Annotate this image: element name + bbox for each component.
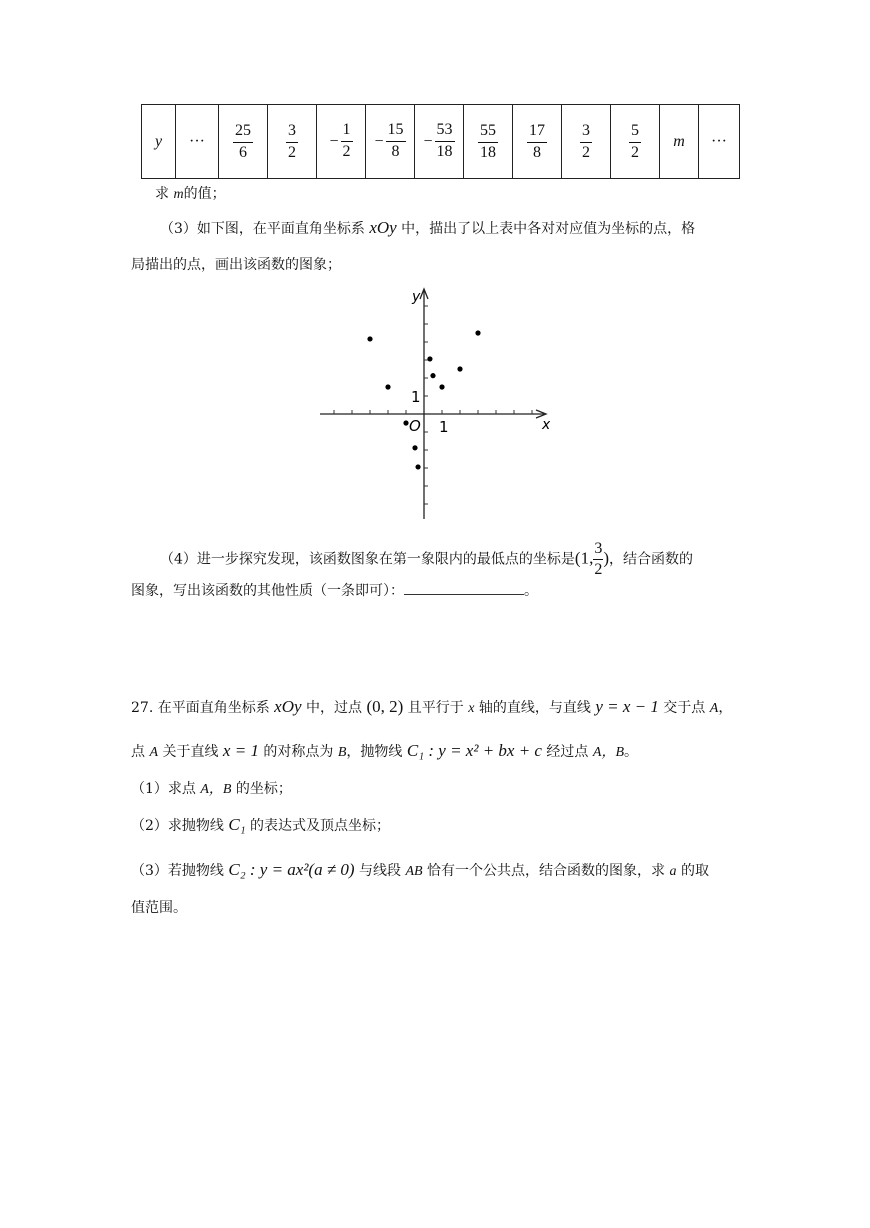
data-point xyxy=(385,384,390,389)
q27-var-b: B xyxy=(337,745,347,760)
fraction xyxy=(527,123,547,162)
fraction-value xyxy=(286,123,298,162)
fraction-value xyxy=(233,123,253,162)
q27-points-ab: A，B xyxy=(592,745,624,760)
minus-sign: − xyxy=(423,132,433,150)
denominator: 18 xyxy=(436,143,453,160)
fraction-value xyxy=(423,122,454,161)
numerator: 5 xyxy=(629,123,641,143)
fraction-value xyxy=(374,122,405,161)
numerator: 3 xyxy=(580,123,592,143)
q27-var-xoy: xOy xyxy=(274,697,302,716)
variable-m: m xyxy=(673,132,685,150)
q3-var: xOy xyxy=(369,218,397,237)
tick-marks xyxy=(334,306,532,504)
minus-sign: − xyxy=(329,132,339,150)
answer-blank[interactable] xyxy=(404,580,524,595)
q27-point: (0, 2) xyxy=(366,697,404,716)
numerator: 15 xyxy=(386,122,406,142)
row-label-cell xyxy=(142,105,176,179)
table-cell xyxy=(464,105,513,179)
numerator: 55 xyxy=(478,123,498,143)
denominator: 2 xyxy=(582,143,590,161)
q2-text-end: 的值； xyxy=(183,186,226,202)
numerator: 17 xyxy=(527,123,547,143)
q27-part2 xyxy=(131,815,390,836)
data-point xyxy=(457,366,462,371)
q27-text: 与线段 xyxy=(354,863,406,879)
q27-text: （3）若抛物线 xyxy=(131,863,229,879)
q27-text: ，抛物线 xyxy=(346,744,407,760)
q4-frac-den: 2 xyxy=(594,561,603,578)
fraction xyxy=(233,123,253,162)
q27-text: （2）求抛物线 xyxy=(131,818,229,834)
table-cell xyxy=(176,105,219,179)
q4-point-open: (1, xyxy=(574,548,594,568)
q27-text: 的表达式及顶点坐标； xyxy=(245,818,391,834)
q27-text: 交于点 xyxy=(658,700,710,716)
q4-text-end: ，结合函数的 xyxy=(609,551,693,568)
table-cell xyxy=(415,105,464,179)
q27-text: 中，过点 xyxy=(301,700,367,716)
y-tick-label: 1 xyxy=(411,388,421,406)
q27-part1 xyxy=(131,779,292,800)
q27-text: 恰有一个公共点，结合函数的图象，求 xyxy=(422,863,670,879)
q27-text: 的取 xyxy=(676,863,709,879)
x-axis-label: x xyxy=(542,417,550,433)
numerator: 3 xyxy=(286,123,298,143)
fraction-value xyxy=(580,123,592,162)
origin-label: O xyxy=(409,417,421,435)
coordinate-graph xyxy=(318,285,550,523)
q27-var-a: A xyxy=(149,745,159,760)
q27-text: 轴的直线，与直线 xyxy=(474,700,596,716)
fraction-value xyxy=(478,123,498,162)
table-cell xyxy=(660,105,699,179)
fraction xyxy=(580,123,592,162)
data-point xyxy=(367,336,372,341)
q2-var: m xyxy=(173,187,184,202)
y-axis-label: y xyxy=(412,289,421,305)
q27-equation: x = 1 xyxy=(222,741,259,760)
q3-text-end: 中，描出了以上表中各对对应值为坐标的点，格 xyxy=(396,221,696,237)
table-cell xyxy=(513,105,562,179)
numerator: 25 xyxy=(233,123,253,143)
q3-text: （3）如下图，在平面直角坐标系 xyxy=(160,221,370,237)
ellipsis: ··· xyxy=(189,132,205,150)
q4-point-fraction xyxy=(593,541,603,578)
q27-text: 的坐标； xyxy=(231,781,292,797)
table-cell xyxy=(611,105,660,179)
table-cell xyxy=(562,105,611,179)
q27-equation: y = x − 1 xyxy=(595,697,659,716)
q4-text: （4）进一步探究发现，该函数图象在第一象限内的最低点的坐标是 xyxy=(160,551,575,568)
table-row xyxy=(142,105,740,179)
fraction xyxy=(386,122,406,161)
q27-segment-ab: AB xyxy=(405,864,423,879)
fraction xyxy=(478,123,498,162)
fraction-value xyxy=(527,123,547,162)
denominator: 8 xyxy=(391,143,400,160)
q2-tail xyxy=(155,184,226,205)
fraction xyxy=(286,123,298,162)
minus-sign: − xyxy=(374,132,384,150)
value-table xyxy=(141,104,740,179)
denominator: 2 xyxy=(631,143,639,161)
fraction-value xyxy=(329,122,352,161)
q4-text2-end: 。 xyxy=(524,583,538,599)
q4-point-close: ) xyxy=(603,548,609,568)
q27-parabola-c1: C₁ xyxy=(228,815,246,834)
denominator: 6 xyxy=(239,143,247,161)
q27-text: 关于直线 xyxy=(158,744,223,760)
numerator: 53 xyxy=(435,122,455,142)
denominator: 8 xyxy=(533,143,541,161)
numerator: 1 xyxy=(341,122,353,142)
q27-var-a: A xyxy=(709,701,719,716)
q4-line1 xyxy=(160,541,693,578)
q27-text: 的对称点为 xyxy=(258,744,338,760)
q2-text: 求 xyxy=(155,186,174,202)
table-cell xyxy=(366,105,415,179)
data-point xyxy=(439,384,444,389)
q4-line2 xyxy=(131,580,538,601)
table-cell xyxy=(317,105,366,179)
q27-parabola-c2: C₂ : y = ax²(a ≠ 0) xyxy=(228,860,355,879)
data-point xyxy=(403,420,408,425)
data-point xyxy=(475,330,480,335)
q27-text: 。 xyxy=(624,744,638,760)
q27-text: 且平行于 xyxy=(403,700,469,716)
table-cell xyxy=(219,105,268,179)
q27-text: ， xyxy=(718,700,733,716)
fraction xyxy=(629,123,641,162)
data-point xyxy=(430,373,435,378)
table-cell xyxy=(268,105,317,179)
ellipsis: ··· xyxy=(711,132,727,150)
q27-text: 27. 在平面直角坐标系 xyxy=(131,700,275,716)
q27-points-ab: A，B xyxy=(200,782,232,797)
q4-text2: 图象，写出该函数的其他性质（一条即可）： xyxy=(131,583,404,599)
q27-line2 xyxy=(131,741,638,763)
table-cell xyxy=(699,105,740,179)
axes xyxy=(320,289,546,519)
denominator: 2 xyxy=(342,143,351,160)
q4-frac-num: 3 xyxy=(593,541,603,560)
q3-line2: 局描出的点，画出该函数的图象； xyxy=(131,257,341,273)
q27-part3 xyxy=(131,860,709,882)
denominator: 18 xyxy=(480,143,496,161)
data-point xyxy=(415,464,420,469)
q27-text: （1）求点 xyxy=(131,781,201,797)
x-tick-label: 1 xyxy=(439,418,449,436)
denominator: 2 xyxy=(288,143,296,161)
q27-parabola-c1: C₁ : y = x² + bx + c xyxy=(406,741,542,760)
q27-var-x: x xyxy=(468,701,475,716)
q3-line1 xyxy=(160,218,695,239)
q27-text: 点 xyxy=(131,744,150,760)
q27-part3-line2: 值范围。 xyxy=(131,900,187,916)
data-point xyxy=(412,445,417,450)
q27-var-a: a xyxy=(669,864,677,879)
q27-line1 xyxy=(131,697,732,719)
row-label: y xyxy=(154,132,163,150)
q27-text: 经过点 xyxy=(541,744,593,760)
fraction-value xyxy=(629,123,641,162)
fraction xyxy=(341,122,353,161)
fraction xyxy=(435,122,455,161)
data-point xyxy=(427,356,432,361)
